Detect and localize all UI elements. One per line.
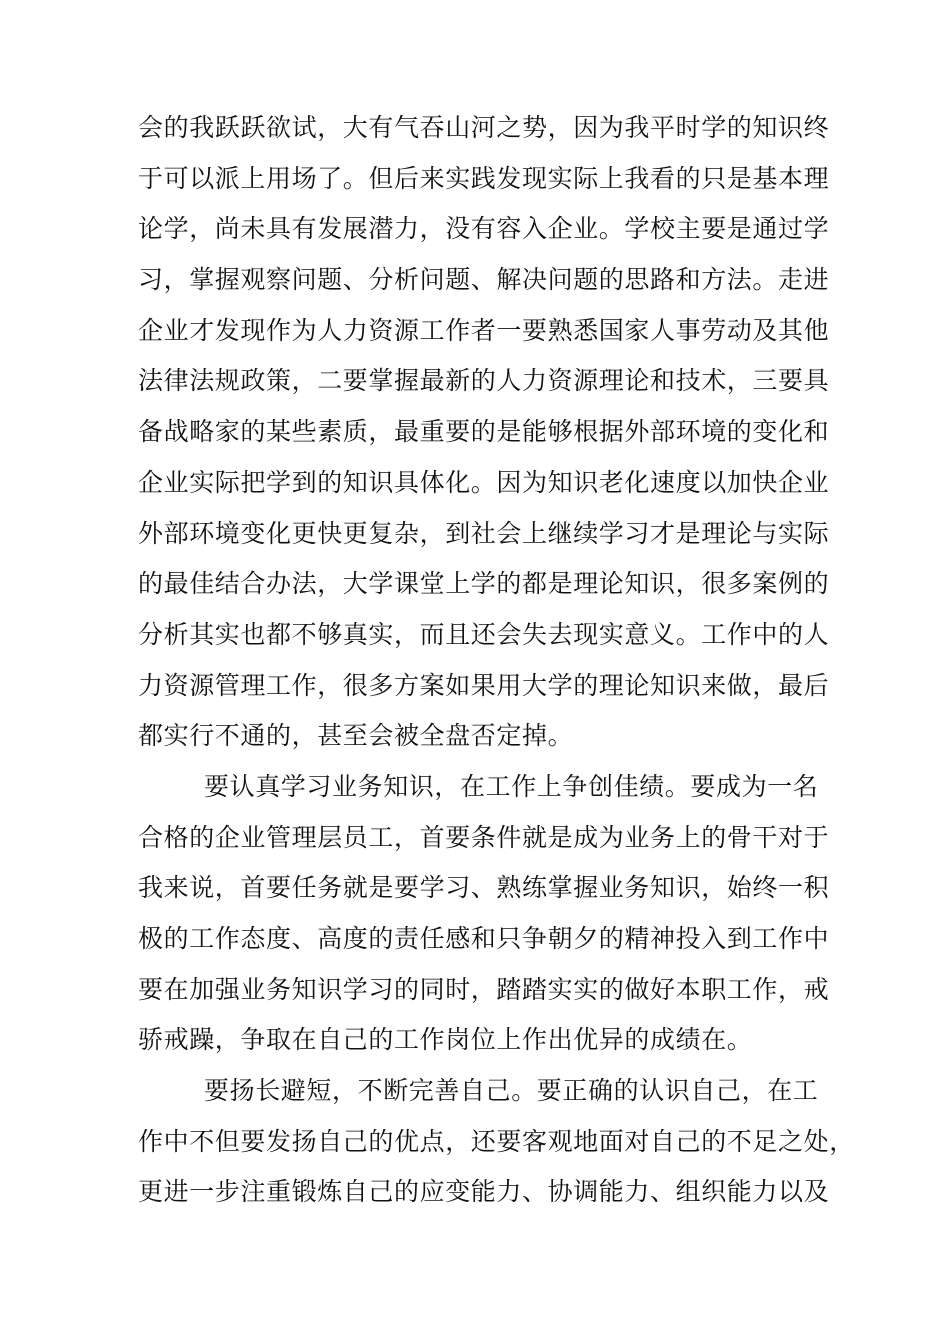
text-line: 法律法规政策，二要掌握最新的人力资源理论和技术，三要具 <box>138 366 830 396</box>
text-line: 都实行不通的，甚至会被全盘否定掉。 <box>138 721 574 751</box>
text-line: 骄戒躁，争取在自己的工作岗位上作出优异的成绩在。 <box>138 1025 753 1055</box>
text-line: 企业实际把学到的知识具体化。因为知识老化速度以加快企业 <box>138 467 830 497</box>
paragraph-first-line: 要扬长避短，不断完善自己。要正确的认识自己，在工 <box>204 1076 819 1106</box>
text-line: 分析其实也都不够真实，而且还会失去现实意义。工作中的人 <box>138 619 830 649</box>
text-line: 习，掌握观察问题、分析问题、解决问题的思路和方法。走进 <box>138 265 830 295</box>
text-line: 备战略家的某些素质，最重要的是能够根据外部环境的变化和 <box>138 417 830 447</box>
paragraph-first-line: 要认真学习业务知识，在工作上争创佳绩。要成为一名 <box>204 771 819 801</box>
text-line: 我来说，首要任务就是要学习、熟练掌握业务知识，始终一积 <box>138 873 830 903</box>
text-line: 于可以派上用场了。但后来实践发现实际上我看的只是基本理 <box>138 163 830 193</box>
text-line: 合格的企业管理层员工，首要条件就是成为业务上的骨干对于 <box>138 822 830 852</box>
text-line: 力资源管理工作，很多方案如果用大学的理论知识来做，最后 <box>138 670 830 700</box>
text-line: 外部环境变化更快更复杂，到社会上继续学习才是理论与实际 <box>138 518 830 548</box>
text-line: 更进一步注重锻炼自己的应变能力、协调能力、组织能力以及 <box>138 1177 830 1207</box>
text-line: 企业才发现作为人力资源工作者一要熟悉国家人事劳动及其他 <box>138 315 830 345</box>
text-line: 的最佳结合办法，大学课堂上学的都是理论知识，很多案例的 <box>138 569 830 599</box>
text-line: 论学，尚未具有发展潜力，没有容入企业。学校主要是通过学 <box>138 214 830 244</box>
text-line: 会的我跃跃欲试，大有气吞山河之势，因为我平时学的知识终 <box>138 113 830 142</box>
text-line: 极的工作态度、高度的责任感和只争朝夕的精神投入到工作中 <box>138 924 830 953</box>
body-text <box>138 103 855 1218</box>
text-line: 要在加强业务知识学习的同时，踏踏实实的做好本职工作，戒 <box>138 974 830 1004</box>
text-line: 作中不但要发扬自己的优点，还要客观地面对自己的不足之处， <box>138 1126 855 1156</box>
